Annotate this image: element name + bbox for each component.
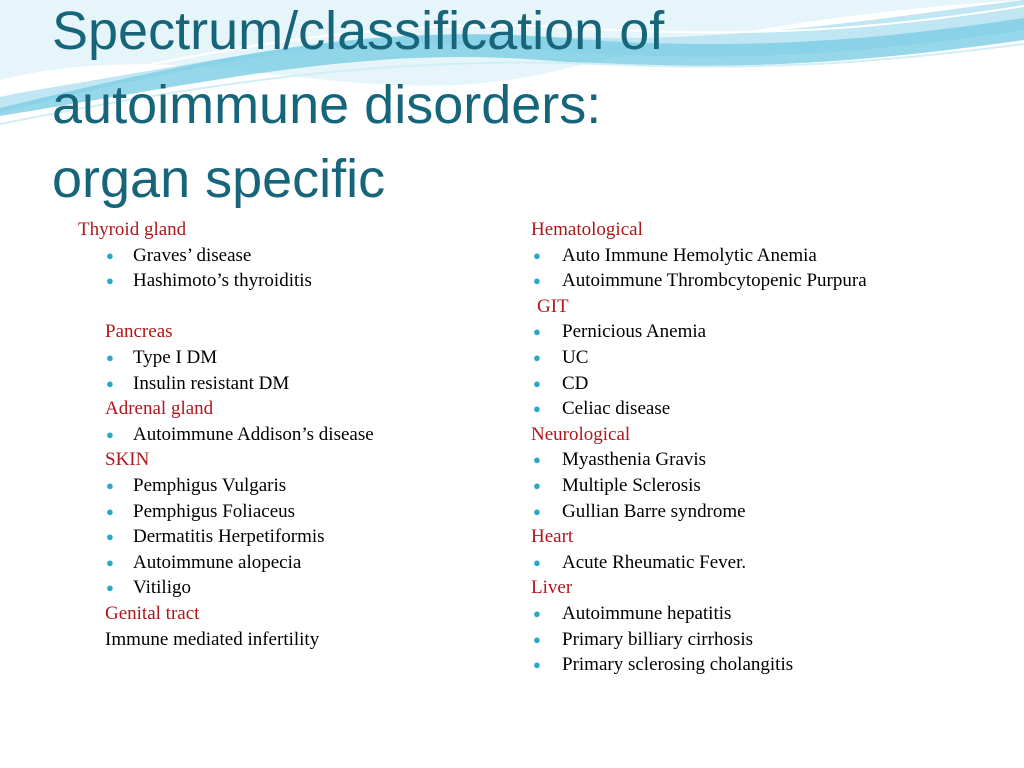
bullet-icon: ● (533, 273, 541, 289)
bullet-icon: ● (533, 247, 541, 263)
list-item: ● Multiple Sclerosis (531, 473, 1001, 499)
slide-title (52, 0, 992, 216)
list-item: ● Vitiligo (78, 575, 498, 601)
bullet-icon: ● (106, 554, 114, 570)
list-item: ● Type I DM (78, 345, 498, 371)
list-item: ● UC (531, 345, 1001, 371)
heading-liver: Liver (531, 577, 573, 599)
heading-git: GIT (537, 295, 569, 317)
bullet-icon: ● (106, 580, 114, 596)
list-item: ● Myasthenia Gravis (531, 447, 1001, 473)
list-item: ● Dermatitis Herpetiformis (78, 524, 498, 550)
bullet-icon: ● (533, 631, 541, 647)
bullet-icon: ● (533, 375, 541, 391)
list-item: ● Insulin resistant DM (78, 371, 498, 397)
list-item: ● Pernicious Anemia (531, 319, 1001, 345)
list-item: ● Primary billiary cirrhosis (531, 627, 1001, 653)
bullet-icon: ● (106, 477, 114, 493)
list-item: ● Acute Rheumatic Fever. (531, 550, 1001, 576)
bullet-icon: ● (533, 401, 541, 417)
right-column (531, 217, 1001, 678)
list-item: ● Hashimoto’s thyroiditis (78, 268, 498, 294)
title-line-1: Spectrum/classification of (52, 1, 665, 61)
bullet-icon: ● (533, 349, 541, 365)
list-item: ● Autoimmune alopecia (78, 550, 498, 576)
list-item: ● Auto Immune Hemolytic Anemia (531, 243, 1001, 269)
bullet-icon: ● (533, 554, 541, 570)
bullet-icon: ● (106, 273, 114, 289)
list-item: ● Autoimmune hepatitis (531, 601, 1001, 627)
list-item: ● CD (531, 371, 1001, 397)
bullet-icon: ● (533, 605, 541, 621)
heading-skin: SKIN (105, 449, 150, 471)
genital-text: Immune mediated infertility (105, 628, 320, 650)
bullet-icon: ● (533, 324, 541, 340)
list-item: ● Celiac disease (531, 396, 1001, 422)
heading-pancreas: Pancreas (105, 321, 173, 343)
title-line-2: autoimmune disorders: (52, 75, 602, 135)
list-item: ● Autoimmune Addison’s disease (78, 422, 498, 448)
bullet-icon: ● (106, 529, 114, 545)
bullet-icon: ● (106, 503, 114, 519)
bullet-icon: ● (533, 503, 541, 519)
list-item: ● Autoimmune Thrombcytopenic Purpura (531, 268, 1001, 294)
title-line-3: organ specific (52, 149, 386, 209)
heading-heart: Heart (531, 526, 574, 548)
list-item: ● Pemphigus Vulgaris (78, 473, 498, 499)
list-item: ● Primary sclerosing cholangitis (531, 652, 1001, 678)
heading-hematological: Hematological (531, 219, 643, 240)
bullet-icon: ● (106, 426, 114, 442)
left-column (78, 217, 498, 652)
heading-genital: Genital tract (105, 602, 200, 624)
list-item: ● Graves’ disease (78, 243, 498, 269)
bullet-icon: ● (106, 247, 114, 263)
bullet-icon: ● (106, 375, 114, 391)
bullet-icon: ● (533, 452, 541, 468)
list-item: ● Pemphigus Foliaceus (78, 499, 498, 525)
heading-neurological: Neurological (531, 423, 631, 445)
bullet-icon: ● (533, 477, 541, 493)
bullet-icon: ● (106, 349, 114, 365)
heading-adrenal: Adrenal gland (105, 398, 214, 420)
heading-thyroid: Thyroid gland (78, 219, 187, 240)
list-item: ● Gullian Barre syndrome (531, 499, 1001, 525)
spacer (78, 294, 498, 320)
bullet-icon: ● (533, 657, 541, 673)
